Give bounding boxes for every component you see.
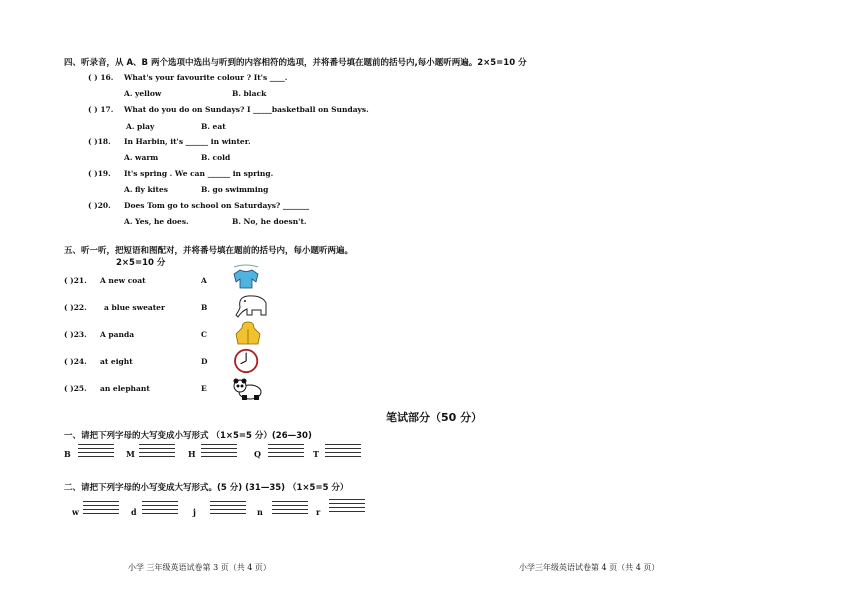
option-b: B. No, he doesn't.: [232, 217, 307, 226]
elephant-icon: [232, 293, 272, 319]
answer-lines[interactable]: [83, 501, 119, 517]
option-a: A. yellow: [124, 89, 162, 98]
question-paren[interactable]: ( )19.: [88, 169, 111, 178]
letter-label: j: [193, 507, 196, 517]
letter-label: n: [257, 507, 263, 517]
answer-lines[interactable]: [268, 444, 304, 460]
section5-score: 2×5=10 分: [116, 258, 166, 268]
match-letter: E: [201, 384, 207, 393]
option-a: A. fly kites: [124, 185, 168, 194]
letter-label: B: [64, 449, 71, 459]
part2-heading: 二、请把下列字母的小写变成大写形式。(5 分) (31—35) （1×5=5 分）: [64, 483, 349, 493]
letter-label: r: [316, 507, 321, 517]
option-b: B. eat: [201, 122, 226, 131]
option-b: B. cold: [201, 153, 231, 162]
sweater-icon: [230, 264, 262, 290]
match-letter: D: [201, 357, 208, 366]
written-title: 笔试部分（50 分）: [386, 411, 483, 424]
question-text: What's your favourite colour ? It's ____.: [124, 73, 288, 82]
letter-label: d: [131, 507, 137, 517]
answer-lines[interactable]: [201, 444, 237, 460]
answer-lines[interactable]: [139, 444, 175, 460]
match-paren[interactable]: ( )25.: [64, 384, 87, 393]
question-paren[interactable]: ( )20.: [88, 201, 111, 210]
option-a: A. Yes, he does.: [124, 217, 189, 226]
answer-lines[interactable]: [78, 444, 114, 460]
option-b: B. go swimming: [201, 185, 269, 194]
answer-lines[interactable]: [142, 501, 178, 517]
letter-label: M: [126, 449, 135, 459]
question-paren[interactable]: ( )18.: [88, 137, 111, 146]
footer-right: 小学三年级英语试卷第 4 页（共 4 页）: [519, 563, 660, 572]
match-text: an elephant: [100, 384, 150, 393]
match-text: a blue sweater: [104, 303, 165, 312]
match-paren[interactable]: ( )21.: [64, 276, 87, 285]
letter-label: T: [313, 449, 319, 459]
match-paren[interactable]: ( )24.: [64, 357, 87, 366]
section5-heading: 五、听一听，把短语和图配对，并将番号填在题前的括号内，每小题听两遍。: [64, 246, 354, 256]
match-text: A panda: [100, 330, 135, 339]
match-letter: B: [201, 303, 208, 312]
question-paren[interactable]: ( ) 17.: [88, 105, 114, 114]
match-letter: A: [201, 276, 207, 285]
question-paren[interactable]: ( ) 16.: [88, 73, 114, 82]
question-text: It's spring . We can ______ in spring.: [124, 169, 274, 178]
match-paren[interactable]: ( )23.: [64, 330, 87, 339]
letter-label: w: [72, 507, 79, 517]
question-text: Does Tom go to school on Saturdays? _______: [124, 201, 310, 210]
footer-left: 小学 三年级英语试卷第 3 页（共 4 页）: [128, 563, 271, 572]
match-text: A new coat: [100, 276, 146, 285]
answer-lines[interactable]: [272, 501, 308, 517]
question-text: In Harbin, it's ______ in winter.: [124, 137, 251, 146]
question-text: What do you do on Sundays? I _____basketball on Sundays.: [124, 105, 369, 114]
answer-lines[interactable]: [325, 444, 361, 460]
answer-lines[interactable]: [329, 499, 365, 515]
option-a: A. warm: [124, 153, 159, 162]
letter-label: Q: [254, 449, 261, 459]
section4-heading: 四、听录音，从 A、B 两个选项中选出与听到的内容相符的选项，并将番号填在题前的括号内,每小题听两遍。2×5=10 分: [64, 58, 527, 68]
match-paren[interactable]: ( )22.: [64, 303, 87, 312]
answer-lines[interactable]: [210, 501, 246, 517]
part1-heading: 一、请把下列字母的大写变成小写形式 （1×5=5 分）(26—30): [64, 431, 312, 441]
panda-icon: [232, 376, 264, 402]
clock-icon: [232, 348, 264, 374]
option-b: B. black: [232, 89, 267, 98]
match-letter: C: [201, 330, 207, 339]
coat-icon: [232, 320, 264, 346]
letter-label: H: [188, 449, 196, 459]
match-text: at eight: [100, 357, 133, 366]
option-a: A. play: [126, 122, 155, 131]
